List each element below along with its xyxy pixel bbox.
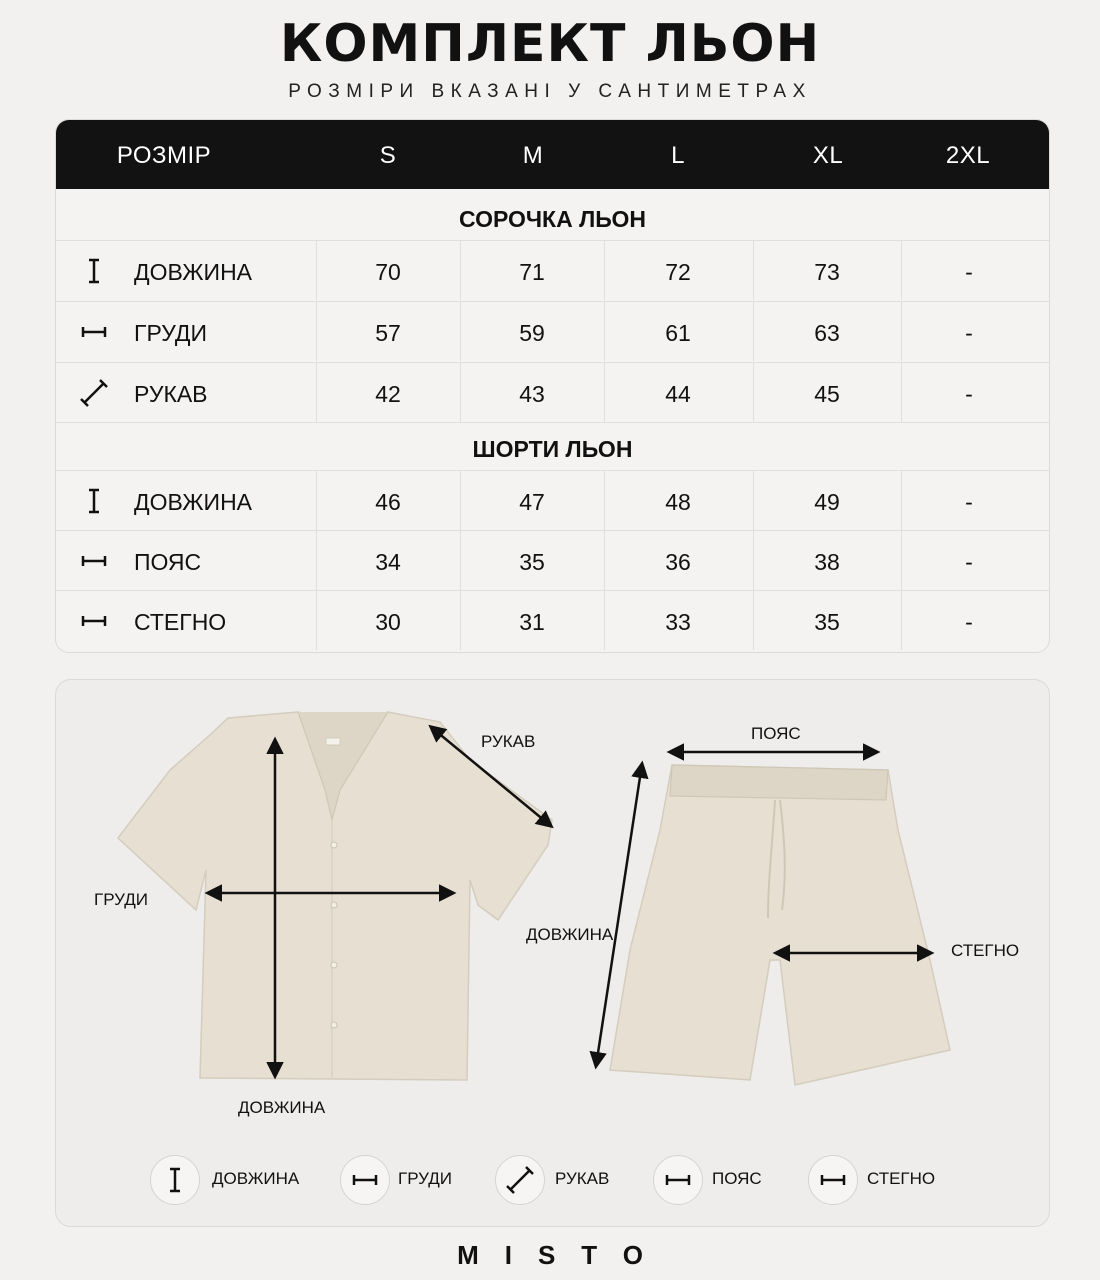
cell-xl: 73: [814, 259, 840, 285]
legend-label: РУКАВ: [555, 1169, 610, 1188]
section-title-shirt: СОРОЧКА ЛЬОН: [459, 206, 646, 232]
cell-m: 31: [519, 609, 545, 635]
shorts-waist-label: ПОЯС: [751, 724, 801, 743]
legend-label: ПОЯС: [712, 1169, 762, 1188]
cell-2xl: -: [965, 259, 973, 285]
shirt-sleeve-label: РУКАВ: [481, 732, 536, 751]
cell-s: 46: [375, 489, 401, 515]
header-m: M: [522, 142, 544, 169]
header-s: S: [379, 142, 397, 169]
cell-l: 44: [665, 381, 691, 407]
row-label: ПОЯС: [134, 549, 202, 575]
legend-label: СТЕГНО: [867, 1169, 936, 1188]
cell-2xl: -: [965, 489, 973, 515]
shirt-length-label: ДОВЖИНА: [238, 1098, 326, 1117]
row-label: ДОВЖИНА: [134, 489, 253, 515]
width-icon: [664, 1166, 692, 1194]
cell-s: 30: [375, 609, 401, 635]
cell-s: 42: [375, 381, 401, 407]
width-icon: [351, 1166, 379, 1194]
shorts-length-label: ДОВЖИНА: [526, 925, 614, 944]
header-xl: XL: [812, 142, 844, 169]
header-l: L: [671, 142, 685, 169]
cell-m: 35: [519, 549, 545, 575]
shorts-hip-label: СТЕГНО: [951, 941, 1020, 960]
row-label: РУКАВ: [134, 381, 208, 407]
row-label: СТЕГНО: [134, 609, 227, 635]
row-label: ГРУДИ: [134, 320, 207, 346]
header-2xl: 2XL: [945, 142, 991, 169]
cell-s: 70: [375, 259, 401, 285]
cell-l: 33: [665, 609, 691, 635]
brand-logo: MISTO: [457, 1240, 669, 1270]
cell-2xl: -: [965, 549, 973, 575]
cell-xl: 63: [814, 320, 840, 346]
cell-s: 57: [375, 320, 401, 346]
shirt-illustration: [118, 712, 552, 1080]
page-subtitle: РОЗМІРИ ВКАЗАНІ У САНТИМЕТРАХ: [288, 81, 812, 102]
cell-m: 43: [519, 381, 545, 407]
width-icon: [819, 1166, 847, 1194]
cell-m: 47: [519, 489, 545, 515]
cell-xl: 49: [814, 489, 840, 515]
cell-l: 72: [665, 259, 691, 285]
page-title: КОМПЛЕКТ ЛЬОН: [279, 14, 821, 74]
cell-l: 48: [665, 489, 691, 515]
header-size: РОЗМІР: [116, 142, 212, 169]
cell-l: 36: [665, 549, 691, 575]
cell-xl: 38: [814, 549, 840, 575]
cell-m: 59: [519, 320, 545, 346]
shirt-chest-label: ГРУДИ: [94, 890, 148, 909]
section-title-shorts: ШОРТИ ЛЬОН: [472, 436, 633, 462]
cell-2xl: -: [965, 381, 973, 407]
cell-l: 61: [665, 320, 691, 346]
cell-s: 34: [375, 549, 401, 575]
shorts-illustration: [610, 765, 950, 1085]
row-label: ДОВЖИНА: [134, 259, 253, 285]
cell-xl: 35: [814, 609, 840, 635]
length-icon: [161, 1166, 189, 1194]
cell-xl: 45: [814, 381, 840, 407]
legend-label: ДОВЖИНА: [212, 1169, 300, 1188]
sleeve-icon: [506, 1166, 534, 1194]
cell-2xl: -: [965, 609, 973, 635]
cell-2xl: -: [965, 320, 973, 346]
legend-label: ГРУДИ: [398, 1169, 452, 1188]
cell-m: 71: [519, 259, 545, 285]
